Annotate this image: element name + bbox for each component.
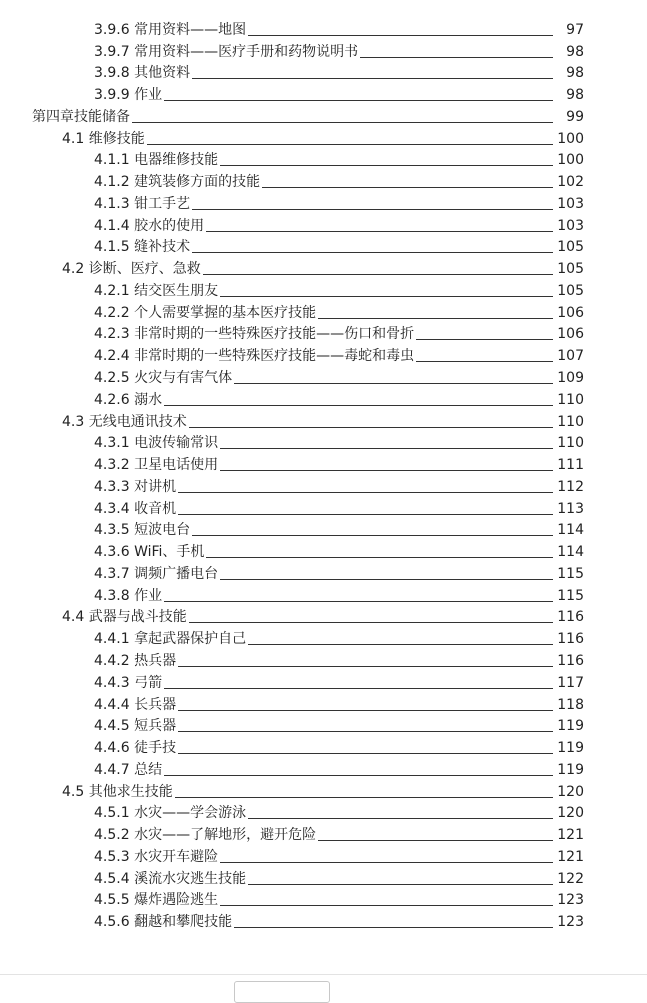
- toc-entry-title: 4.5.3 水灾开车避险: [94, 848, 219, 865]
- toc-leader-line: [178, 753, 553, 754]
- toc-entry[interactable]: [0, 822, 647, 844]
- toc-leader-line: [164, 405, 553, 406]
- toc-entry-title: 3.9.8 其他资料: [94, 65, 191, 82]
- toc-entry-page-number: 123: [557, 892, 584, 909]
- toc-entry-title: 4.1.1 电器维修技能: [94, 152, 219, 169]
- toc-leader-line: [318, 318, 553, 319]
- toc-entry-title: 4.4.3 弓箭: [94, 674, 163, 691]
- toc-entry-page-number: 105: [557, 239, 584, 256]
- toc-leader-line: [164, 775, 553, 776]
- toc-leader-line: [164, 100, 553, 101]
- toc-entry-title: 4.1.4 胶水的使用: [94, 217, 205, 234]
- toc-entry-title: 4.3.4 收音机: [94, 500, 177, 517]
- toc-entry-title: 4.2.1 结交医生朋友: [94, 282, 219, 299]
- toc-entry-title: 4.2.2 个人需要掌握的基本医疗技能: [94, 304, 317, 321]
- toc-entry-title: 第四章技能储备: [32, 108, 130, 125]
- toc-entry-title: 4.5 其他求生技能: [62, 783, 173, 800]
- toc-leader-line: [203, 274, 553, 275]
- toc-entry-page-number: 117: [557, 674, 584, 691]
- toc-entry-title: 3.9.9 作业: [94, 87, 163, 104]
- toc-entry-page-number: 110: [557, 391, 584, 408]
- toc-entry[interactable]: [0, 387, 647, 409]
- toc-entry-page-number: 103: [557, 217, 584, 234]
- toc-entry-page-number: 120: [557, 783, 584, 800]
- toc-entry[interactable]: [0, 300, 647, 322]
- toc-entry-title: 4.5.5 爆炸遇险逃生: [94, 892, 219, 909]
- toc-entry[interactable]: [0, 365, 647, 387]
- toc-entry-title: 4.3.6 WiFi、手机: [94, 544, 205, 561]
- toc-entry-page-number: 119: [557, 718, 584, 735]
- toc-entry-page-number: 100: [557, 130, 584, 147]
- toc-leader-line: [178, 731, 553, 732]
- toc-entry[interactable]: [0, 191, 647, 213]
- toc-entry[interactable]: [0, 801, 647, 823]
- toc-entry-title: 4.4.4 长兵器: [94, 696, 177, 713]
- toc-entry-page-number: 109: [557, 370, 584, 387]
- toc-entry-title: 4.1.3 钳工手艺: [94, 195, 191, 212]
- toc-entry-page-number: 97: [566, 21, 584, 38]
- toc-entry-title: 4.5.2 水灾——了解地形，避开危险: [94, 827, 317, 844]
- toc-entry-page-number: 110: [557, 413, 584, 430]
- toc-entry-title: 4.4.5 短兵器: [94, 718, 177, 735]
- toc-entry[interactable]: [0, 61, 647, 83]
- toc-leader-line: [164, 601, 553, 602]
- toc-entry[interactable]: [0, 518, 647, 540]
- toc-leader-line: [220, 905, 553, 906]
- table-of-contents: [0, 17, 647, 931]
- toc-leader-line: [416, 339, 553, 340]
- toc-entry[interactable]: [0, 735, 647, 757]
- toc-leader-line: [234, 383, 553, 384]
- toc-leader-line: [220, 448, 553, 449]
- toc-entry-page-number: 115: [557, 565, 584, 582]
- toc-leader-line: [178, 492, 553, 493]
- toc-entry[interactable]: [0, 82, 647, 104]
- toc-entry[interactable]: [0, 17, 647, 39]
- toc-entry-page-number: 112: [557, 478, 584, 495]
- toc-entry-page-number: 106: [557, 326, 584, 343]
- toc-entry[interactable]: [0, 605, 647, 627]
- toc-entry[interactable]: [0, 714, 647, 736]
- toc-entry[interactable]: [0, 213, 647, 235]
- toc-entry[interactable]: [0, 343, 647, 365]
- toc-leader-line: [318, 840, 553, 841]
- toc-entry[interactable]: [0, 148, 647, 170]
- toc-entry-page-number: 116: [557, 609, 584, 626]
- toc-entry-page-number: 110: [557, 435, 584, 452]
- toc-entry-page-number: 98: [566, 87, 584, 104]
- toc-entry-page-number: 106: [557, 304, 584, 321]
- toc-entry-title: 4.3.2 卫星电话使用: [94, 457, 219, 474]
- toc-entry-title: 3.9.7 常用资料——医疗手册和药物说明书: [94, 43, 359, 60]
- toc-entry[interactable]: [0, 648, 647, 670]
- toc-entry-page-number: 116: [557, 652, 584, 669]
- toc-leader-line: [178, 710, 553, 711]
- toc-leader-line: [234, 927, 553, 928]
- toc-leader-line: [248, 884, 553, 885]
- toc-entry-page-number: 105: [557, 261, 584, 278]
- toc-entry-title: 4.3.8 作业: [94, 587, 163, 604]
- toc-entry[interactable]: [0, 779, 647, 801]
- toc-entry-page-number: 119: [557, 761, 584, 778]
- toc-entry-title: 4.2.3 非常时期的一些特殊医疗技能——伤口和骨折: [94, 326, 415, 343]
- toc-entry-page-number: 114: [557, 522, 584, 539]
- toc-entry-title: 3.9.6 常用资料——地图: [94, 21, 247, 38]
- toc-leader-line: [189, 427, 553, 428]
- toc-entry-title: 4.2.5 火灾与有害气体: [94, 370, 233, 387]
- toc-leader-line: [192, 252, 553, 253]
- toc-entry-page-number: 100: [557, 152, 584, 169]
- toc-entry[interactable]: [0, 278, 647, 300]
- toc-entry-title: 4.3.7 调频广播电台: [94, 565, 219, 582]
- toc-entry-page-number: 113: [557, 500, 584, 517]
- toc-leader-line: [220, 296, 553, 297]
- toc-entry-title: 4.4.2 热兵器: [94, 652, 177, 669]
- toc-entry-title: 4.1 维修技能: [62, 130, 145, 147]
- toc-leader-line: [147, 144, 553, 145]
- toc-leader-line: [206, 231, 553, 232]
- toc-entry[interactable]: [0, 583, 647, 605]
- toc-leader-line: [220, 579, 553, 580]
- toc-entry-title: 4.3.3 对讲机: [94, 478, 177, 495]
- toc-entry-page-number: 99: [566, 108, 584, 125]
- toc-entry-page-number: 121: [557, 848, 584, 865]
- toc-leader-line: [189, 622, 553, 623]
- toc-entry[interactable]: [0, 844, 647, 866]
- toc-entry-title: 4.3 无线电通讯技术: [62, 413, 187, 430]
- toc-entry-page-number: 122: [557, 870, 584, 887]
- toc-entry-page-number: 105: [557, 282, 584, 299]
- toc-entry[interactable]: [0, 39, 647, 61]
- toc-entry[interactable]: [0, 888, 647, 910]
- toc-entry-page-number: 116: [557, 631, 584, 648]
- toc-entry-title: 4.5.1 水灾——学会游泳: [94, 805, 247, 822]
- toc-leader-line: [206, 557, 553, 558]
- toc-entry[interactable]: [0, 235, 647, 257]
- toc-entry[interactable]: [0, 866, 647, 888]
- toc-leader-line: [178, 666, 553, 667]
- page-footer-divider: [0, 974, 647, 975]
- toc-entry[interactable]: [0, 474, 647, 496]
- toc-entry[interactable]: [0, 126, 647, 148]
- toc-leader-line: [175, 797, 553, 798]
- toc-entry[interactable]: [0, 539, 647, 561]
- toc-entry[interactable]: [0, 496, 647, 518]
- toc-entry[interactable]: [0, 452, 647, 474]
- toc-entry-title: 4.5.6 翻越和攀爬技能: [94, 914, 233, 931]
- toc-entry-title: 4.2.4 非常时期的一些特殊医疗技能——毒蛇和毒虫: [94, 348, 415, 365]
- toc-entry-title: 4.3.1 电波传输常识: [94, 435, 219, 452]
- toc-entry-page-number: 98: [566, 43, 584, 60]
- toc-entry-page-number: 115: [557, 587, 584, 604]
- toc-leader-line: [248, 644, 553, 645]
- toc-entry-title: 4.1.5 缝补技术: [94, 239, 191, 256]
- toc-entry[interactable]: [0, 692, 647, 714]
- toc-leader-line: [220, 470, 553, 471]
- toc-leader-line: [192, 209, 553, 210]
- toc-entry-title: 4.2 诊断、医疗、急救: [62, 261, 201, 278]
- toc-entry[interactable]: [0, 256, 647, 278]
- toc-entry[interactable]: [0, 431, 647, 453]
- toc-entry-page-number: 119: [557, 740, 584, 757]
- toc-entry-page-number: 120: [557, 805, 584, 822]
- toc-entry-title: 4.4 武器与战斗技能: [62, 609, 187, 626]
- toc-entry-title: 4.1.2 建筑装修方面的技能: [94, 174, 261, 191]
- toc-leader-line: [178, 514, 553, 515]
- toc-entry[interactable]: [0, 626, 647, 648]
- toc-entry-title: 4.3.5 短波电台: [94, 522, 191, 539]
- toc-leader-line: [132, 122, 553, 123]
- toc-leader-line: [192, 535, 553, 536]
- toc-entry-page-number: 121: [557, 827, 584, 844]
- toc-entry[interactable]: [0, 561, 647, 583]
- toc-entry-page-number: 123: [557, 914, 584, 931]
- toc-entry-page-number: 111: [557, 457, 584, 474]
- toc-entry-title: 4.4.1 拿起武器保护自己: [94, 631, 247, 648]
- toc-entry-page-number: 102: [557, 174, 584, 191]
- toc-entry-page-number: 98: [566, 65, 584, 82]
- page-navigation-box[interactable]: [234, 981, 330, 1003]
- toc-leader-line: [164, 688, 553, 689]
- toc-entry[interactable]: [0, 104, 647, 126]
- toc-entry-page-number: 118: [557, 696, 584, 713]
- toc-entry-title: 4.2.6 溺水: [94, 391, 163, 408]
- toc-entry[interactable]: [0, 909, 647, 931]
- toc-entry-page-number: 114: [557, 544, 584, 561]
- toc-entry[interactable]: [0, 169, 647, 191]
- toc-leader-line: [248, 818, 553, 819]
- toc-entry-page-number: 103: [557, 195, 584, 212]
- toc-entry-title: 4.4.7 总结: [94, 761, 163, 778]
- toc-entry-title: 4.5.4 溪流水灾逃生技能: [94, 870, 247, 887]
- toc-entry[interactable]: [0, 670, 647, 692]
- toc-leader-line: [262, 187, 553, 188]
- toc-entry-title: 4.4.6 徒手技: [94, 740, 177, 757]
- toc-leader-line: [416, 361, 553, 362]
- toc-leader-line: [220, 862, 553, 863]
- toc-entry-page-number: 107: [557, 348, 584, 365]
- toc-leader-line: [248, 35, 553, 36]
- toc-entry[interactable]: [0, 322, 647, 344]
- toc-leader-line: [360, 57, 553, 58]
- toc-entry[interactable]: [0, 757, 647, 779]
- toc-leader-line: [220, 165, 553, 166]
- toc-leader-line: [192, 78, 553, 79]
- toc-entry[interactable]: [0, 409, 647, 431]
